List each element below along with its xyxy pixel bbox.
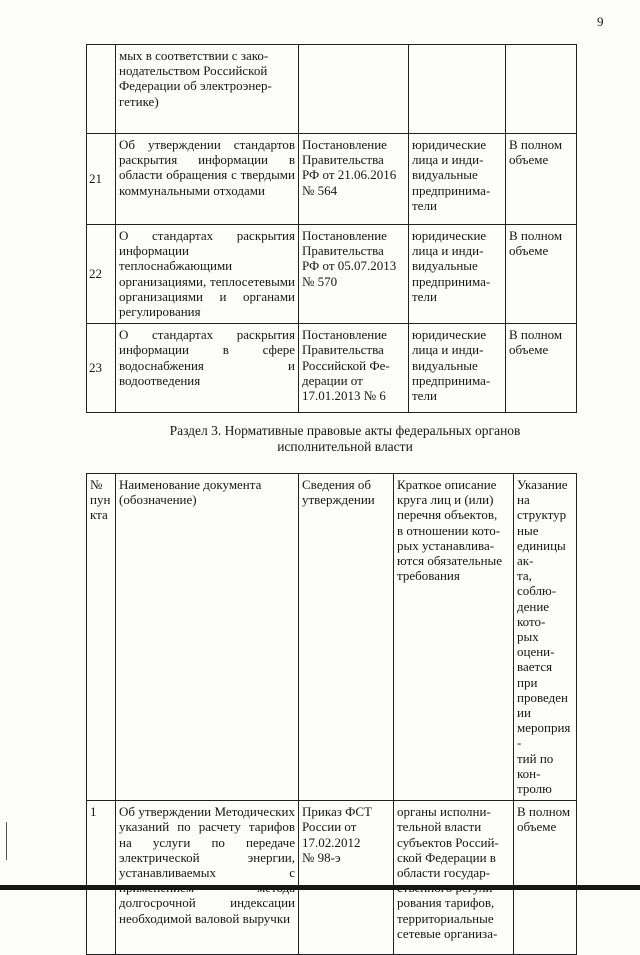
scan-margin-mark	[6, 822, 7, 860]
document-name: Об утверждении Методических указаний по расчету тарифов на услуги по передаче электрической энергии, устанавливаемых с долгосрочной индексации необходимой валовой выручки	[116, 801, 299, 955]
table-row	[87, 134, 577, 225]
header-scope-indication: Указание на структурные единицы ак- та, соблю- дение кото- рых оцени- вается при проведении мероприя- тий по кон- тролю	[514, 474, 577, 801]
scan-bottom-edge	[0, 885, 640, 890]
page-number: 9	[597, 14, 604, 29]
row-number: 1	[87, 801, 116, 955]
scope-indication: В полном объеме	[506, 134, 577, 225]
scope-indication: В полном объеме	[506, 324, 577, 413]
subjects-description: юридические лица и инди- видуальные предпринима- тели	[409, 225, 506, 324]
section-title: Раздел 3. Нормативные правовые акты федеральных органов исполнительной власти	[169, 423, 521, 454]
document-name: О стандартах раскрытия информации теплоснабжающими организациями, теплосетевыми организациями и органами регулирования	[116, 225, 299, 324]
table-header-row	[87, 474, 577, 801]
approval-info: Постановление Правительства РФ от 05.07.2013 № 570	[299, 225, 409, 324]
row-number: 21	[87, 134, 116, 225]
header-item-number: № пун кта	[87, 474, 116, 801]
table-row	[87, 225, 577, 324]
table-row	[87, 801, 577, 955]
row-number: 22	[87, 225, 116, 324]
subjects-description: юридические лица и инди- видуальные предпринима- тели	[409, 324, 506, 413]
approval-info: Приказ ФСТ России от 17.02.2012 № 98-э	[299, 801, 394, 955]
approval-info: Постановление Правительства РФ от 21.06.2016 № 564	[299, 134, 409, 225]
approval-info: Постановление Правительства Российской Фе- дерации от 17.01.2013 № 6	[299, 324, 409, 413]
document-name: О стандартах раскрытия информации в сфере водоснабжения и водоотведения	[116, 324, 299, 413]
approval-info	[299, 45, 409, 134]
subjects-description: органы исполни- тельной власти субъектов Россий- ской Федерации в области государ- рования тарифов, территориальные сетевые организа-	[394, 801, 514, 955]
table-row	[87, 45, 577, 134]
scope-indication	[506, 45, 577, 134]
row-number	[87, 45, 116, 134]
document-name: мых в соответствии с зако- нодательством Российской Федерации об электроэнер- гетике)	[116, 45, 299, 134]
scope-indication: В полном объеме	[514, 801, 577, 955]
row-number: 23	[87, 324, 116, 413]
table-row	[87, 324, 577, 413]
header-approval-info: Сведения об утверждении	[299, 474, 394, 801]
document-name: Об утверждении стандартов раскрытия информации в области обращения с твердыми коммунальными отходами	[116, 134, 299, 225]
subjects-description	[409, 45, 506, 134]
header-subjects-description: Краткое описание круга лиц и (или) перечня объектов, в отношении кото- рых устанавлива- ются обязательные требования	[394, 474, 514, 801]
acts-table-continued	[86, 44, 577, 413]
federal-acts-table	[86, 473, 577, 955]
scope-indication: В полном объеме	[506, 225, 577, 324]
header-document-name: Наименование документа (обозначение)	[116, 474, 299, 801]
subjects-description: юридические лица и инди- видуальные предпринима- тели	[409, 134, 506, 225]
